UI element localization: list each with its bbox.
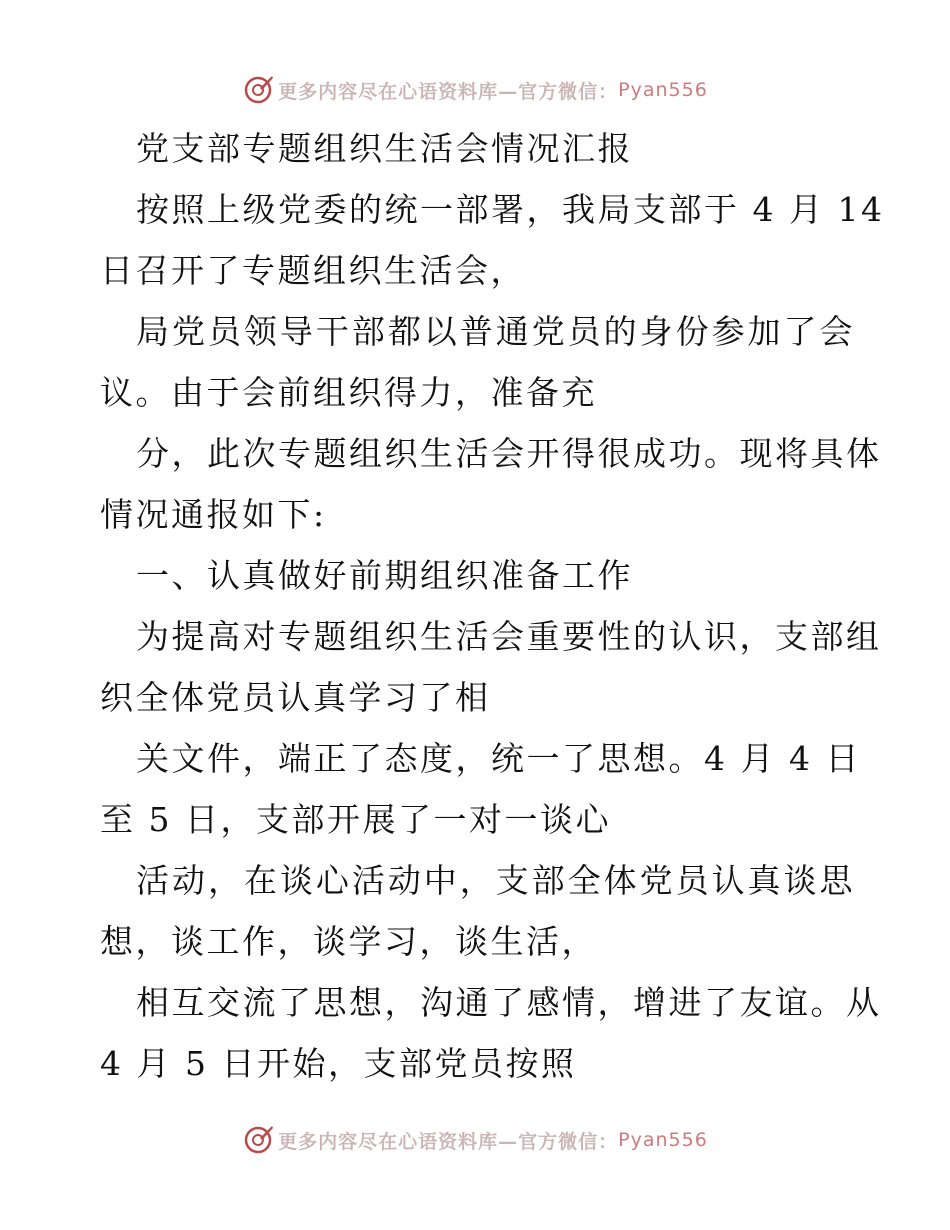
paragraph-line: 为提高对专题组织生活会重要性的认识，支部组 xyxy=(136,617,882,656)
paragraph-line: 情况通报如下: xyxy=(100,495,327,534)
watermark-banner-top xyxy=(0,70,950,110)
section-heading: 一、认真做好前期组织准备工作 xyxy=(136,556,633,595)
paragraph-line: 至 5 日，支部开展了一对一谈心 xyxy=(100,800,611,839)
paragraph-line: 按照上级党委的统一部署，我局支部于 4 月 14 xyxy=(136,190,885,229)
watermark-wechat-id: Pyan556 xyxy=(618,1129,708,1151)
paragraph-line: 局党员领导干部都以普通党员的身份参加了会 xyxy=(136,312,855,351)
watermark-text: 更多内容尽在心语资料库—官方微信： xyxy=(278,80,619,103)
watermark-text: 更多内容尽在心语资料库—官方微信： xyxy=(278,1130,619,1153)
paragraph-line: 想，谈工作，谈学习，谈生活， xyxy=(100,922,597,961)
paragraph-line: 日召开了专题组织生活会， xyxy=(100,251,526,290)
pen-logo-icon xyxy=(242,1124,274,1156)
document-body xyxy=(100,118,885,1094)
paragraph-line: 关文件，端正了态度，统一了思想。4 月 4 日 xyxy=(136,739,861,778)
paragraph-line: 活动，在谈心活动中，支部全体党员认真谈思 xyxy=(136,861,855,900)
watermark-banner-bottom xyxy=(0,1120,950,1160)
paragraph-line: 相互交流了思想，沟通了感情，增进了友谊。从 xyxy=(136,983,882,1022)
paragraph-line: 分，此次专题组织生活会开得很成功。现将具体 xyxy=(136,434,882,473)
pen-logo-icon xyxy=(242,74,274,106)
paragraph-line: 织全体党员认真学习了相 xyxy=(100,678,491,717)
paragraph-line: 议。由于会前组织得力，准备充 xyxy=(100,373,597,412)
paragraph-line: 4 月 5 日开始，支部党员按照 xyxy=(100,1044,577,1083)
watermark-wechat-id: Pyan556 xyxy=(618,79,708,101)
document-title: 党支部专题组织生活会情况汇报 xyxy=(136,129,633,168)
